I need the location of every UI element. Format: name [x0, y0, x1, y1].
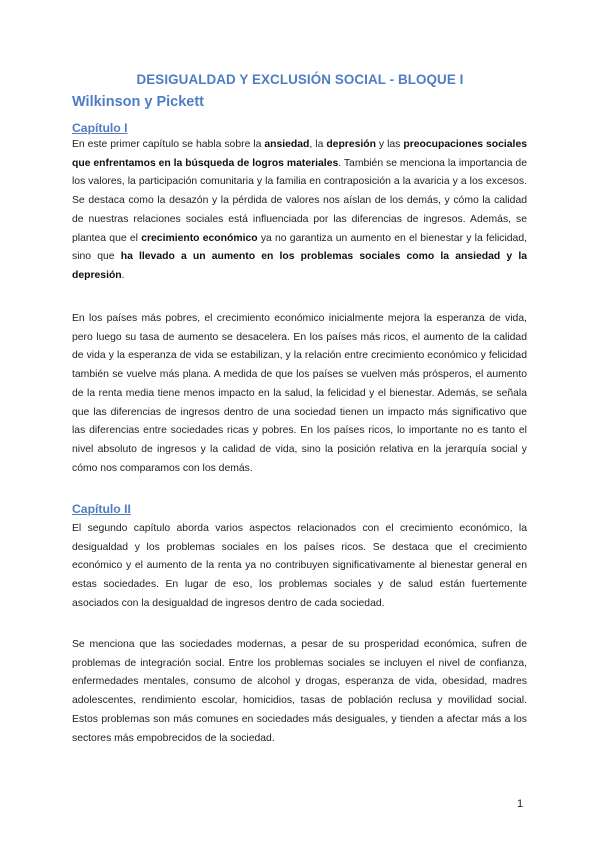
page-number: 1 [517, 798, 524, 810]
chapter-2-paragraph-1: El segundo capítulo aborda varios aspectos relacionados con el crecimiento económico, la desigualdad y los problemas sociales en los países ricos. Se destaca que el crecimiento económico y el aumento de la renta ya no contribuyen significativamente al bienestar general en estas sociedades. En lugar de eso, los problemas sociales y de salud están fuertemente asociados con la desigualdad de ingresos dentro de cada sociedad. [72, 523, 527, 609]
authors-subtitle: Wilkinson y Pickett [72, 94, 205, 110]
bold-phrase: crecimiento económico [141, 232, 258, 244]
text-run: . También se menciona la importancia de los valores, la participación comunitaria y la familia en contraposición a la avaricia y a los excesos. Se destaca como la desazón y la pérdida de valores nos aíslan de los demás, y cómo la calidad de nuestras relaciones sociales está influenciada por las diferencias de ingresos. Además, se plantea que el [72, 157, 527, 244]
chapter-1-paragraph-2: En los países más pobres, el crecimiento económico inicialmente mejora la esperanza de vida, pero luego su tasa de aumento se desacelera. En los países más ricos, el aumento de la calidad de vida y la esperanza de vida se estabilizan, y la relación entre crecimiento económico y felicidad también se vuelve más plana. A medida de que los países se vuelven más prósperos, el aumento de la renta media tiene menos impacto en la salud, la felicidad y el bienestar. Además, se señala que las diferencias de ingresos dentro de una sociedad tienen un impacto más significativo que las diferencias entre sociedades ricas y pobres. En los países ricos, lo importante no es tanto el nivel absoluto de ingresos y la calidad de vida, sino la posición relativa en la jerarquía social y cómo nos comparamos con los demás. [72, 313, 527, 474]
bold-phrase: depresión [326, 139, 376, 150]
text-run: , la [309, 139, 327, 150]
text-run: ya no garantiza un aumento en el bienestar y la felicidad, sino que [72, 232, 527, 263]
chapter-2-paragraph-2: Se menciona que las sociedades modernas, a pesar de su prosperidad económica, sufren de problemas de integración social. Entre los problemas sociales se incluyen el nivel de confianza, enfermedades mentales, consumo de alcohol y drogas, esperanza de vida, obesidad, madres adolescentes, rendimiento escolar, homicidios, tasas de población reclusa y movilidad social. Estos problemas son más comunes en sociedades más desiguales, y tienden a afectar más a los sectores más empobrecidos de la sociedad. [72, 639, 527, 744]
text-run: En este primer capítulo se habla sobre la [72, 139, 265, 150]
document-title: DESIGUALDAD Y EXCLUSIÓN SOCIAL - BLOQUE I [136, 72, 464, 87]
bold-phrase: preocupaciones sociales que enfrentamos en la búsqueda de logros materiales [72, 139, 528, 169]
bold-phrase: ansiedad [264, 139, 310, 150]
chapter-2-heading: Capítulo II [72, 502, 131, 516]
text-run: y las [375, 139, 404, 150]
chapter-1-paragraph-1 [72, 136, 527, 286]
chapter-1-heading: Capítulo I [72, 121, 128, 135]
text-run: . [121, 269, 125, 281]
bold-phrase: ha llevado a un aumento en los problemas sociales como la ansiedad y la depresión [72, 251, 528, 281]
